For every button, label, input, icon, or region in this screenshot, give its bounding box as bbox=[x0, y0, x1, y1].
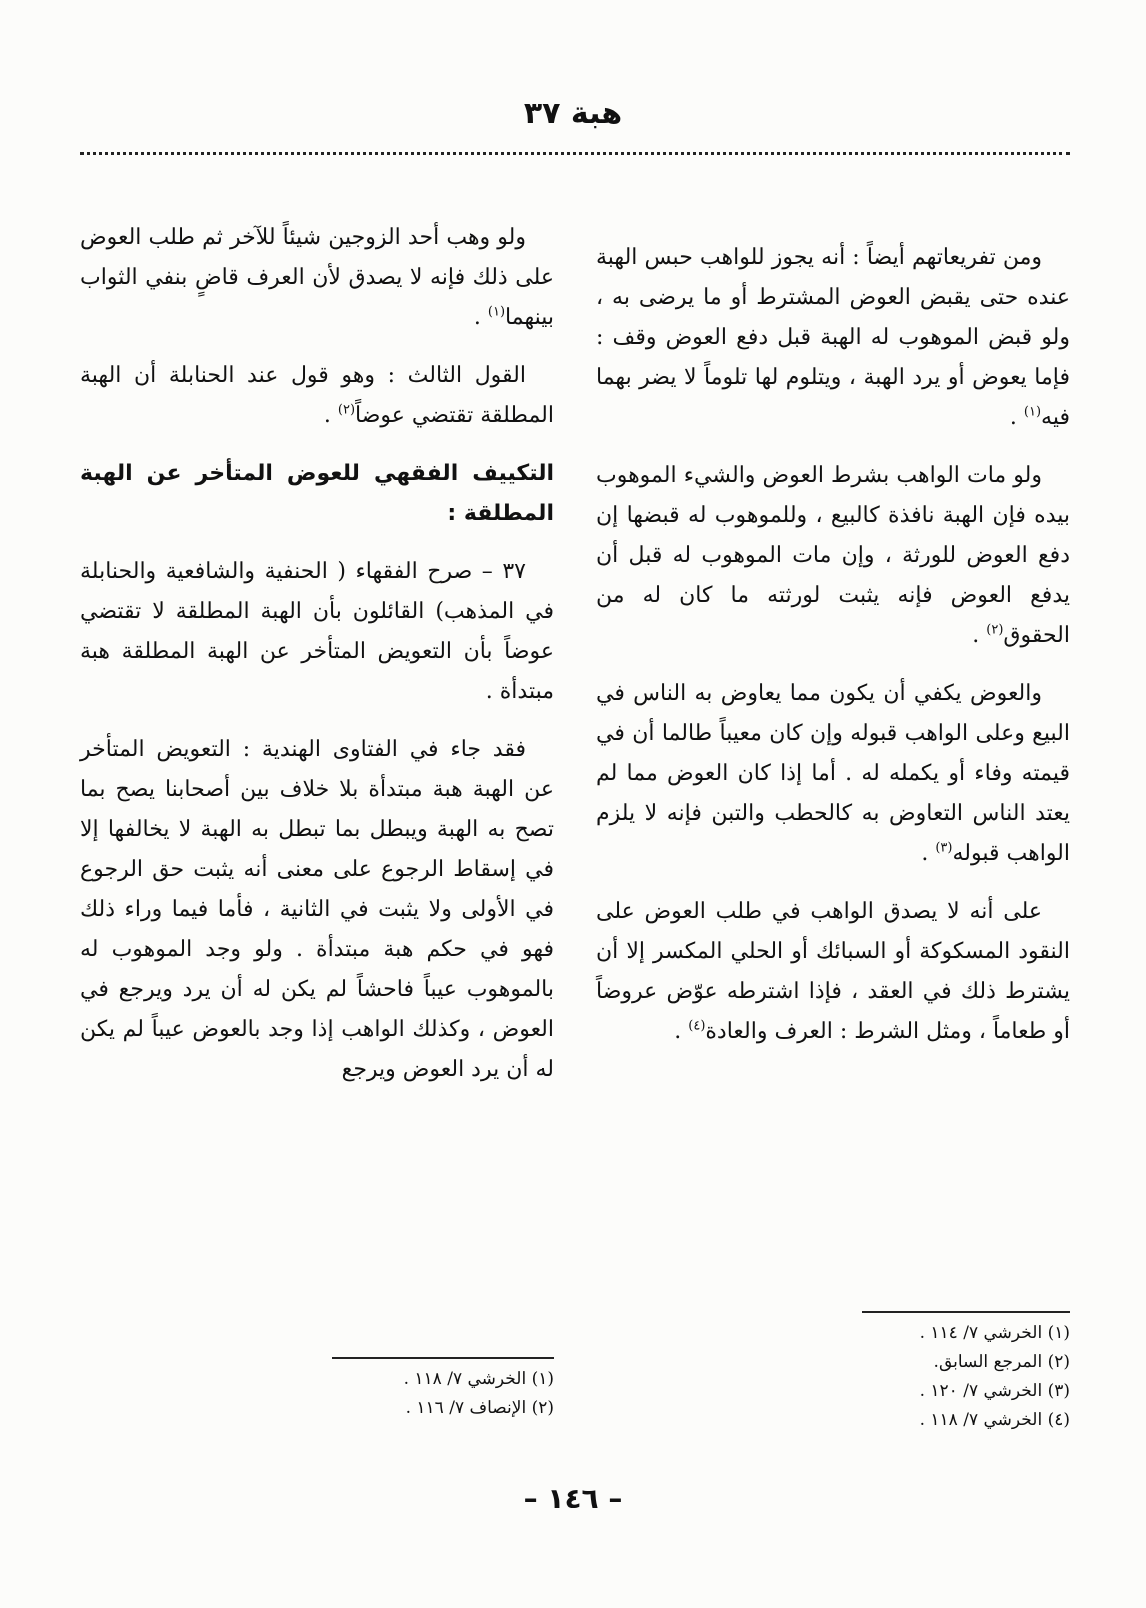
footnote: (٢) المرجع السابق. bbox=[933, 1352, 1070, 1372]
paragraph: فقد جاء في الفتاوى الهندية : التعويض المتأخر عن الهبة هبة مبتدأة بلا خلاف بين أصحابنا يصح بما تصح به الهبة ويبطل بما تبطل به الهبة لا يخالفها إلا في إسقاط الرجوع على معنى أنه يثبت حق الرجوع في الأولى ولا يثبت في الثانية ، فأما فيما وراء ذلك فهو في حكم هبة مبتدأة . ولو وجد الموهوب له بالموهوب عيباً فاحشاً لم يكن له أن يرد ويرجع في العوض ، وكذلك الواهب إذا وجد بالعوض عيباً لم يكن له أن يرد العوض ويرجع bbox=[80, 737, 554, 1082]
footnote-ref: (٣) bbox=[935, 840, 953, 856]
left-column bbox=[80, 218, 554, 1108]
footnote: (١) الخرشي ٧/ ١١٨ . bbox=[403, 1369, 554, 1389]
paragraph: القول الثالث : وهو قول عند الحنابلة أن الهبة المطلقة تقتضي عوضاً$^{(٢)}$ . bbox=[80, 363, 554, 428]
paragraph: ولو مات الواهب بشرط العوض والشيء الموهوب بيده فإن الهبة نافذة كالبيع ، وللموهوب له قبضها إن دفع العوض للورثة ، وإن مات الموهوب له قبل أن يدفع العوض فإنه يثبت لورثته ما كان له من الحقوق$^{(٢)}$ . bbox=[596, 463, 1070, 648]
footnote: (٤) الخرشي ٧/ ١١٨ . bbox=[919, 1410, 1070, 1430]
paragraph: ٣٧ – صرح الفقهاء ( الحنفية والشافعية والحنابلة في المذهب) القائلون بأن الهبة المطلقة لا تقتضي عوضاً بأن التعويض المتأخر عن الهبة المطلقة هبة مبتدأة . bbox=[80, 559, 554, 704]
paragraph: ومن تفريعاتهم أيضاً : أنه يجوز للواهب حبس الهبة عنده حتى يقبض العوض المشترط أو ما يرضى به ، ولو قبض الموهوب له الهبة قبل دفع العوض وقف : فإما يعوض أو يرد الهبة ، ويتلوم لها تلوماً لا يضر بهما فيه$^{(١)}$ . bbox=[596, 245, 1070, 430]
paragraph: والعوض يكفي أن يكون مما يعاوض به الناس في البيع وعلى الواهب قبوله وإن كان معيباً طالما أن في قيمته وفاء أو يكمله له . أما إذا كان العوض مما لم يعتد الناس التعاوض به كالحطب والتبن فإنه لا يلزم الواهب قبوله$^{(٣)}$ . bbox=[596, 681, 1070, 866]
footnote: (٣) الخرشي ٧/ ١٢٠ . bbox=[919, 1381, 1070, 1401]
footnote: (٢) الإنصاف ٧/ ١١٦ . bbox=[405, 1398, 554, 1418]
section-heading: التكييف الفقهي للعوض المتأخر عن الهبة المطلقة : bbox=[80, 461, 554, 526]
footnote-ref: (٤) bbox=[688, 1018, 706, 1034]
footnote-divider bbox=[862, 1311, 1070, 1313]
footnotes-left bbox=[120, 1365, 554, 1423]
footnote-ref: (٢) bbox=[986, 622, 1004, 638]
right-column bbox=[596, 238, 1070, 1070]
footnote: (١) الخرشي ٧/ ١١٤ . bbox=[919, 1323, 1070, 1343]
footnotes-right bbox=[640, 1319, 1070, 1435]
footnote-ref: (٢) bbox=[337, 402, 356, 418]
header-divider bbox=[80, 152, 1070, 155]
page-number: – ١٤٦ – bbox=[523, 1482, 623, 1515]
paragraph: ولو وهب أحد الزوجين شيئاً للآخر ثم طلب العوض على ذلك فإنه لا يصدق لأن العرف قاضٍ بنفي الثواب بينهما$^{(١)}$ . bbox=[80, 225, 554, 330]
footnote-ref: (١) bbox=[487, 304, 506, 320]
footnote-ref: (١) bbox=[1023, 404, 1042, 420]
paragraph: على أنه لا يصدق الواهب في طلب العوض على النقود المسكوكة أو السبائك أو الحلي المكسر إلا أن يشترط ذلك في العقد ، فإذا اشترطه عوّض عروضاً أو طعاماً ، ومثل الشرط : العرف والعادة$^{(٤)}$ . bbox=[596, 899, 1070, 1044]
page-header: هبة ٣٧ bbox=[523, 96, 623, 131]
footnote-divider bbox=[332, 1357, 554, 1359]
